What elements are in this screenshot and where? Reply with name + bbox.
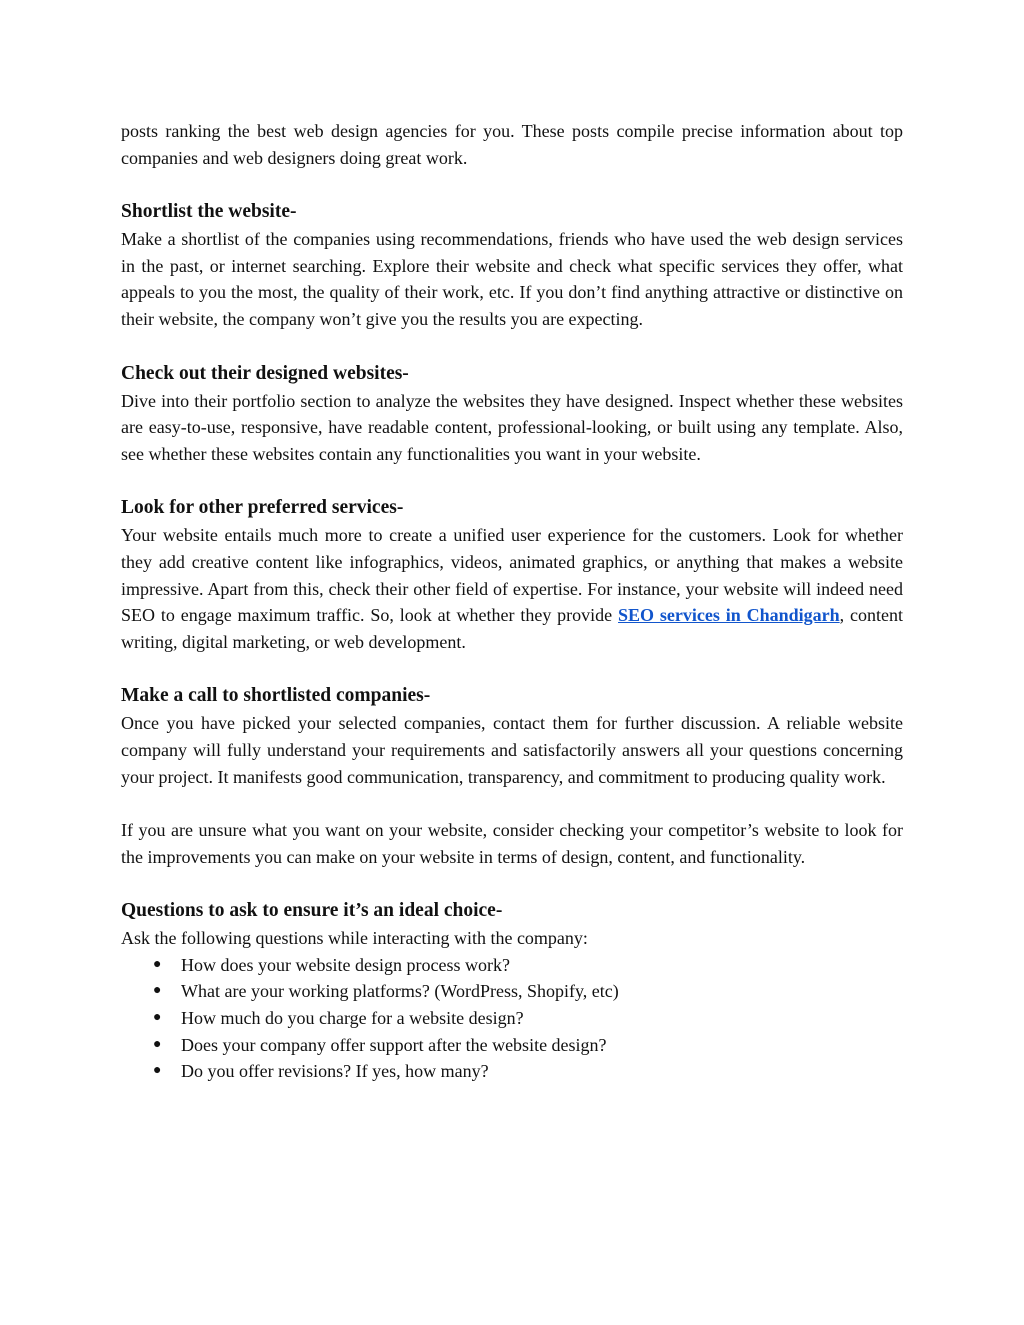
- list-item: [121, 978, 903, 1005]
- list-item-text: How much do you charge for a website design?: [181, 1008, 524, 1029]
- document-page: [121, 118, 903, 1085]
- list-item: [121, 952, 903, 979]
- bullet-icon: ●: [153, 956, 162, 972]
- paragraph-competitor-tip: If you are unsure what you want on your website, consider checking your competitor’s website to look for the improvements you can make on your website in terms of design, content, and functionality.: [121, 820, 903, 867]
- list-item-text: Does your company offer support after the website design?: [181, 1034, 607, 1055]
- list-item: [121, 1058, 903, 1085]
- list-item: [121, 1032, 903, 1059]
- bullet-icon: ●: [153, 1036, 162, 1052]
- paragraph-call-companies: Once you have picked your selected companies, contact them for further discussion. A reliable website company will fully understand your requirements and satisfactorily answers all your questions concerning your project. It manifests good communication, transparency, and commitment to producing quality work.: [121, 713, 903, 787]
- list-item-text: What are your working platforms? (WordPress, Shopify, etc): [181, 981, 619, 1002]
- paragraph-check-designed-websites: Dive into their portfolio section to analyze the websites they have designed. Inspect whether these websites are easy-to-use, responsive, have readable content, professional-looking, or built using any template. Also, see whether these websites contain any functionalities you want in your website.: [121, 390, 903, 464]
- paragraph-questions-intro: Ask the following questions while interacting with the company:: [121, 928, 588, 949]
- seo-services-link[interactable]: SEO services in Chandigarh: [618, 605, 840, 626]
- list-item: [121, 1005, 903, 1032]
- heading-call-companies: Make a call to shortlisted companies-: [121, 685, 431, 707]
- paragraph-other-services-before: Your website entails much more to create a unified user experience for the customers. Look for whether they add creative content like infographics, videos, animated graphics, or anything that makes a website impressive. Apart from this, check their other field of expertise. For instance, your website will indeed need SEO to engage maximum traffic. So, look at whether they provide: [121, 525, 903, 626]
- heading-questions: Questions to ask to ensure it’s an ideal choice-: [121, 900, 503, 922]
- paragraph-other-services: [121, 522, 903, 655]
- list-item-text: Do you offer revisions? If yes, how many?: [181, 1061, 489, 1082]
- bullet-icon: ●: [153, 1010, 162, 1026]
- paragraph-other-services-after: , content writing, digital marketing, or web development.: [121, 605, 903, 652]
- bullet-icon: ●: [153, 1063, 162, 1079]
- paragraph-shortlist-website: Make a shortlist of the companies using recommendations, friends who have used the web design services in the past, or internet searching. Explore their website and check what specific services they offer, what appeals to you the most, the quality of their work, etc. If you don’t find anything attractive or distinctive on their website, the company won’t give you the results you are expecting.: [121, 229, 903, 329]
- heading-check-designed-websites: Check out their designed websites-: [121, 362, 409, 384]
- list-item-text: How does your website design process work?: [181, 954, 510, 975]
- heading-shortlist-website: Shortlist the website-: [121, 201, 297, 223]
- heading-other-services: Look for other preferred services-: [121, 497, 404, 519]
- intro-paragraph: posts ranking the best web design agencies for you. These posts compile precise information about top companies and web designers doing great work.: [121, 121, 903, 168]
- bullet-icon: ●: [153, 983, 162, 999]
- questions-list: [121, 952, 903, 1085]
